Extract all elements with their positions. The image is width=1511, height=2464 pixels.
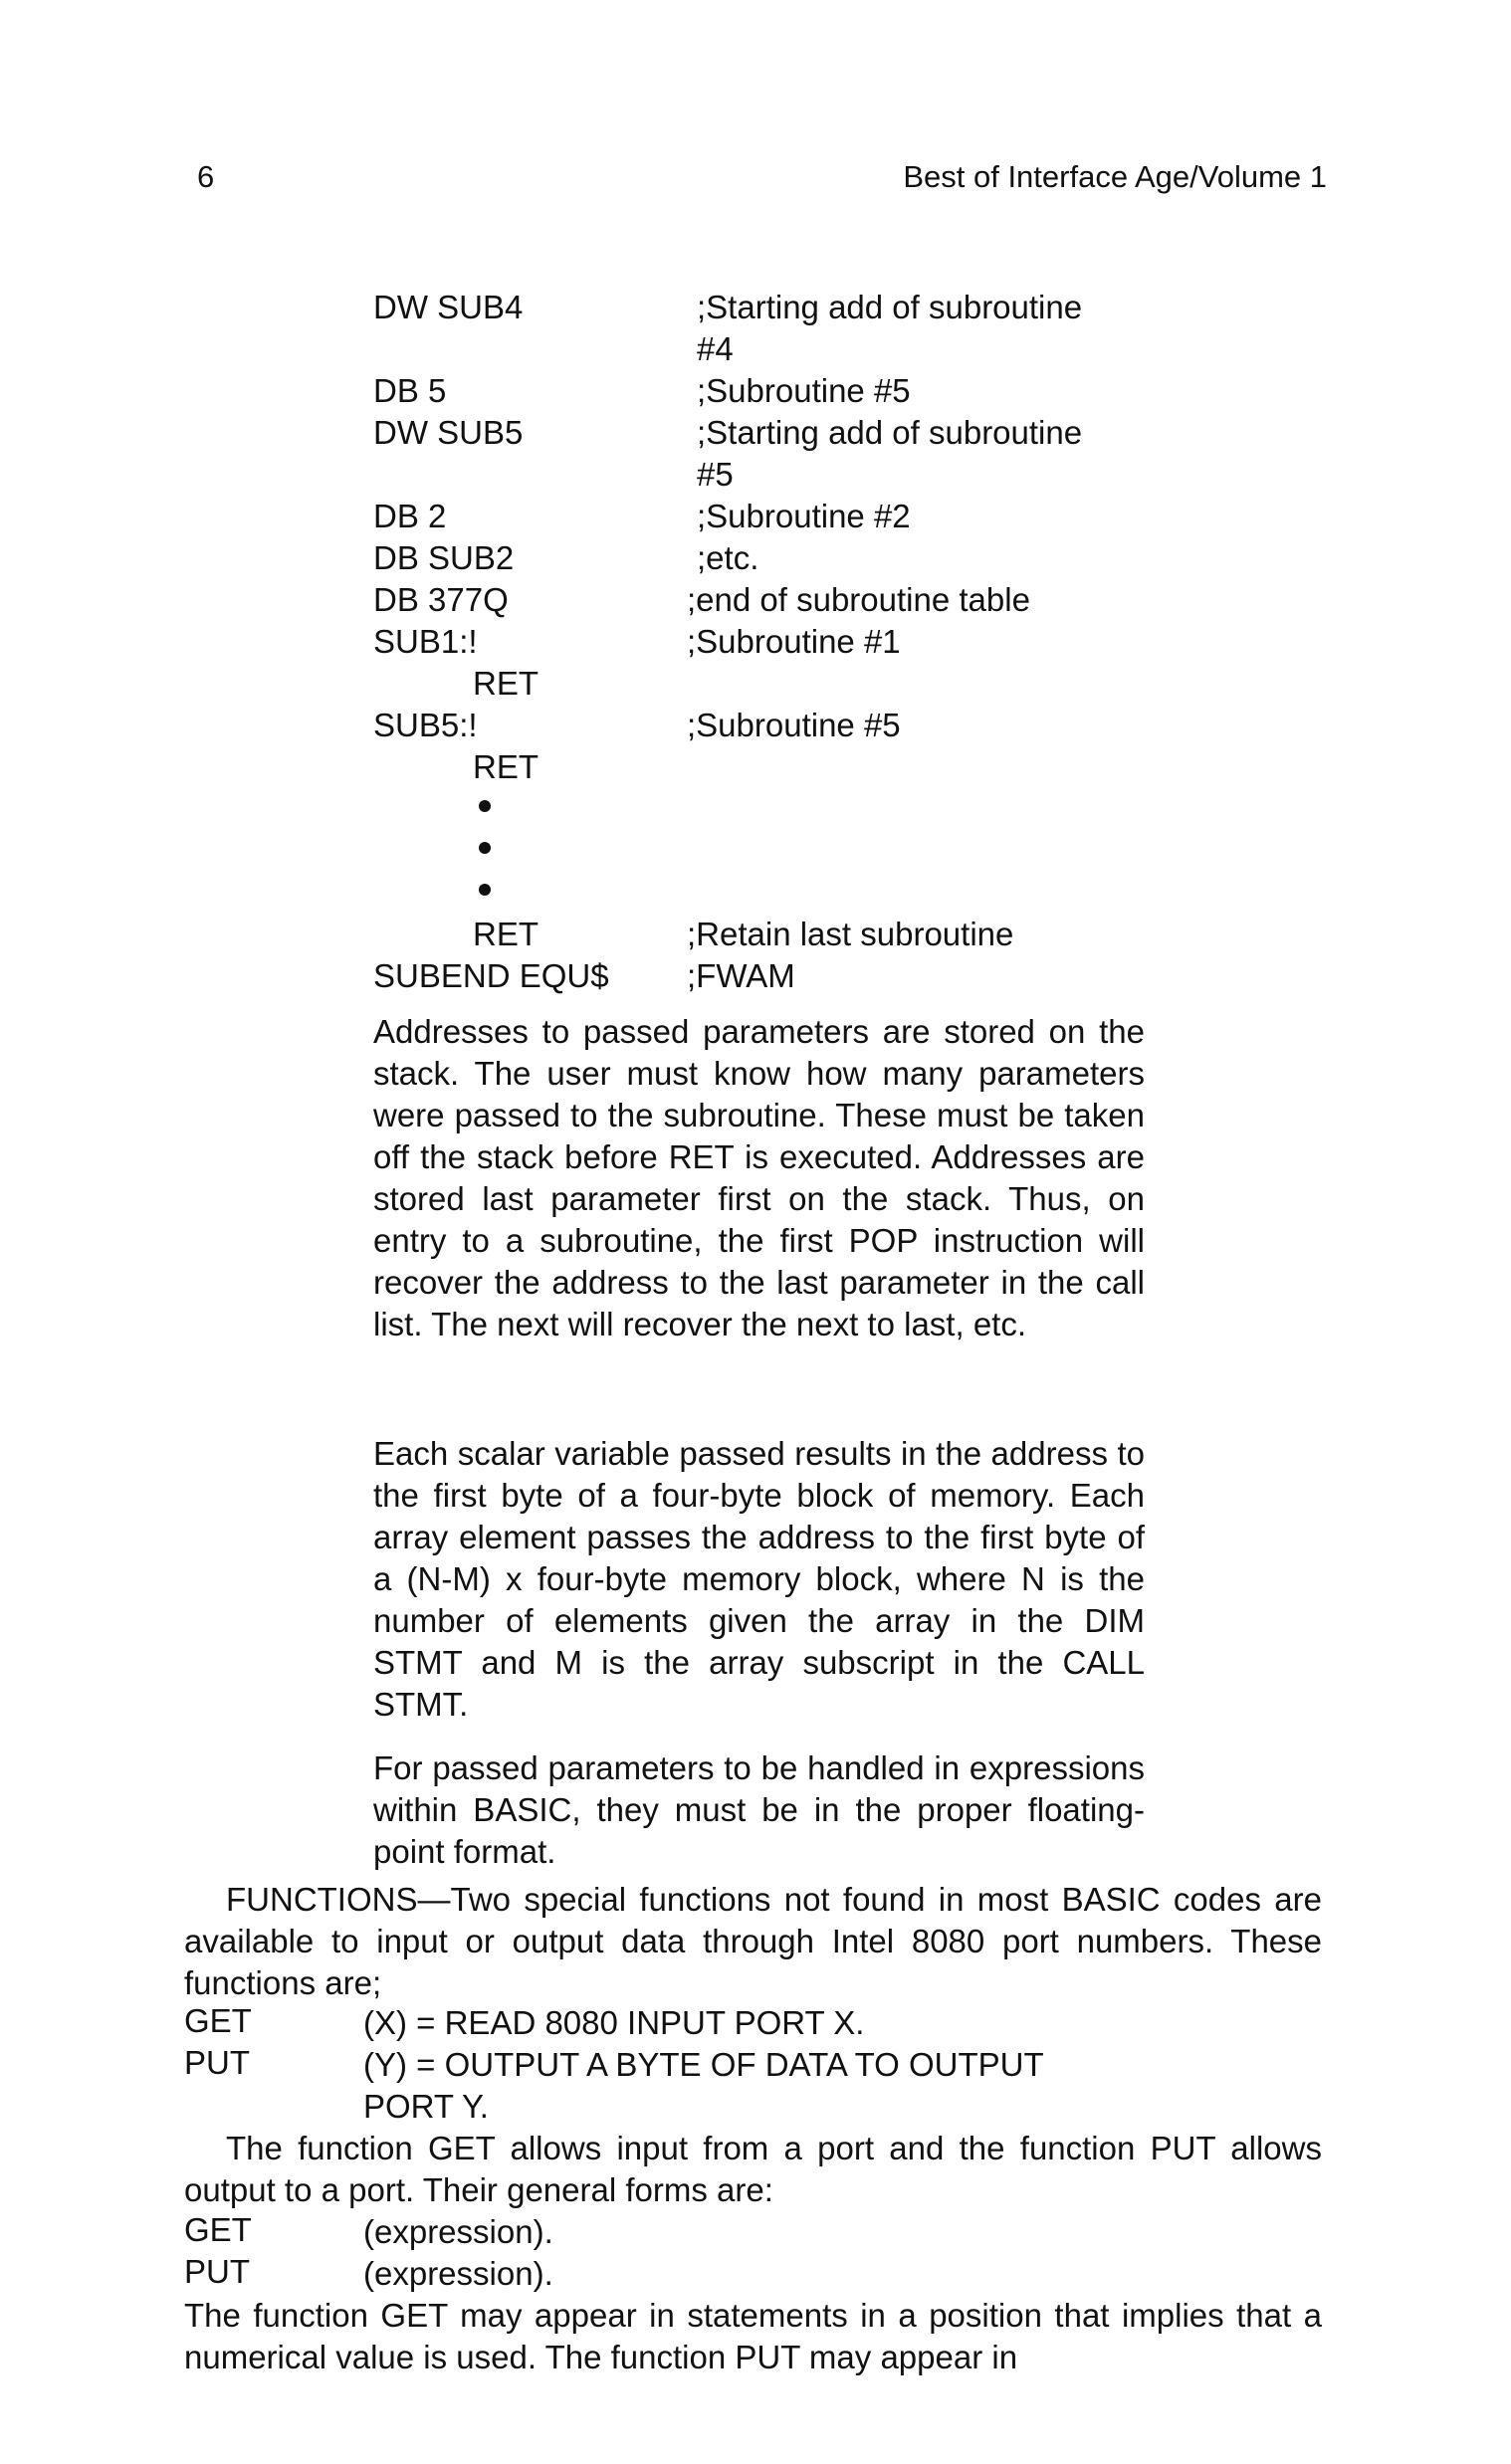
function-get-name: GET: [184, 2002, 252, 2039]
form-put-description: (expression).: [363, 2255, 553, 2292]
ellipsis-dot: [479, 842, 491, 854]
function-put-description: (Y) = OUTPUT A BYTE OF DATA TO OUTPUT: [363, 2046, 1044, 2083]
function-put-description-cont: PORT Y.: [363, 2088, 489, 2125]
code-comment: ;etc.: [697, 539, 759, 576]
code-label: DB 5: [373, 372, 447, 409]
paragraph-floating-point: For passed parameters to be handled in expressions within BASIC, they must be in the proper floating-point format.: [373, 1749, 1145, 1870]
code-comment: ;FWAM: [687, 957, 795, 994]
code-comment: ;Subroutine #5: [687, 707, 901, 743]
code-comment: ;Retain last subroutine: [687, 916, 1014, 952]
code-label: RET: [473, 916, 539, 952]
code-label: DB SUB2: [373, 539, 515, 576]
form-put-name: PUT: [184, 2253, 250, 2290]
paragraph-functions: FUNCTIONS—Two special functions not found in most BASIC codes are available to input or output data through Intel 8080 port numbers. These functions are;: [184, 1881, 1322, 2001]
page-number: 6: [197, 159, 215, 194]
running-title: Best of Interface Age/Volume 1: [903, 159, 1327, 194]
code-label: RET: [473, 665, 539, 702]
code-label: DW SUB4: [373, 289, 524, 325]
paragraph-get-usage: The function GET may appear in statements in a position that implies that a numerical value is used. The function PUT may appear in: [184, 2297, 1322, 2375]
code-comment: ;Subroutine #2: [697, 498, 911, 534]
function-get-description: (X) = READ 8080 INPUT PORT X.: [363, 2004, 865, 2041]
code-comment: #5: [697, 456, 734, 493]
code-label: RET: [473, 748, 539, 785]
code-label: DB 377Q: [373, 581, 509, 618]
paragraph-general-forms: The function GET allows input from a port and the function PUT allows output to a port. Their general forms are:: [184, 2130, 1322, 2208]
ellipsis-dot: [479, 800, 491, 812]
paragraph-stack-parameters: Addresses to passed parameters are stored on the stack. The user must know how many parameters were passed to the subroutine. These must be taken off the stack before RET is executed. Addresses are stored last parameter first on the stack. Thus, on entry to a subroutine, the first POP instruction will recover the address to the last parameter in the call list. The next will recover the next to last, etc.: [373, 1013, 1145, 1342]
code-label: DW SUB5: [373, 414, 524, 451]
code-comment: #4: [697, 330, 734, 367]
code-comment: ;end of subroutine table: [687, 581, 1030, 618]
code-comment: ;Starting add of subroutine: [697, 289, 1083, 325]
ellipsis-dot: [479, 884, 491, 896]
code-label: SUBEND EQU$: [373, 957, 609, 994]
code-label: DB 2: [373, 498, 447, 534]
paragraph-scalar-variables: Each scalar variable passed results in the address to the first byte of a four-byte block of memory. Each array element passes the address to the first byte of a (N-M) x four-byte memory block, where N is the number of elements given the array in the DIM STMT and M is the array subscript in the CALL STMT.: [373, 1435, 1145, 1723]
code-comment: ;Subroutine #5: [697, 372, 911, 409]
code-comment: ;Starting add of subroutine: [697, 414, 1083, 451]
form-get-description: (expression).: [363, 2213, 553, 2250]
form-get-name: GET: [184, 2211, 252, 2248]
code-label: SUB5:!: [373, 707, 478, 743]
code-label: SUB1:!: [373, 623, 478, 660]
function-put-name: PUT: [184, 2044, 250, 2081]
code-comment: ;Subroutine #1: [687, 623, 901, 660]
